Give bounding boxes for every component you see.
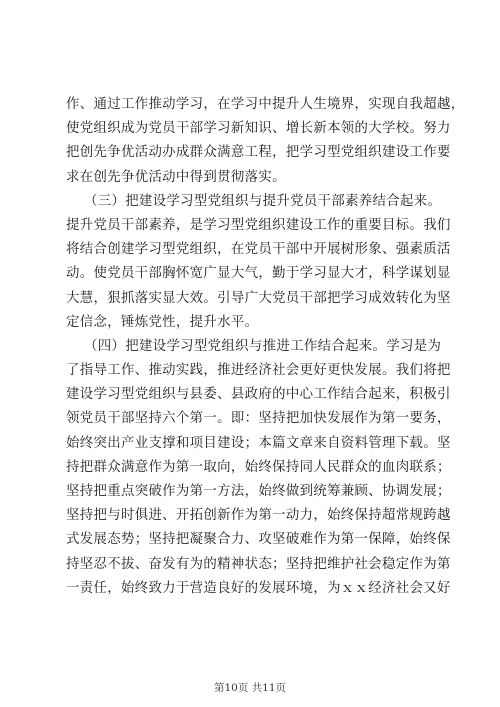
text-line: 建设学习型党组织与县委、县政府的中心工作结合起来，积极引 bbox=[66, 387, 451, 403]
text-line: 了指导工作、推动实践，推进经济社会更好更快发展。我们将把 bbox=[66, 363, 451, 379]
text-line: 使党组织成为党员干部学习新知识、增长新本领的大学校。努力 bbox=[66, 121, 451, 137]
text-line: 领党员干部坚持六个第一。即：坚持把加快发展作为第一要务， bbox=[66, 411, 451, 427]
text-line: 持坚忍不拔、奋发有为的精神状态；坚持把维护社会稳定作为第 bbox=[66, 556, 451, 572]
body-text bbox=[66, 93, 465, 601]
text-line: 始终突出产业支撑和项目建设；本篇文章来自资料管理下载。坚 bbox=[66, 435, 451, 451]
text-line: 坚持把重点突破作为第一方法，始终做到统筹兼顾、协调发展； bbox=[66, 484, 451, 499]
text-line: 作、通过工作推动学习，在学习中提升人生境界，实现自我超越， bbox=[66, 97, 465, 112]
text-line: 求在创先争优活动中得到贯彻落实。 bbox=[66, 169, 286, 185]
text-line: 持把群众满意作为第一取向，始终保持同人民群众的血肉联系； bbox=[66, 459, 451, 475]
text-line: 一责任，始终致力于营造良好的发展环境，为ｘｘ经济社会又好 bbox=[66, 580, 451, 596]
section-heading-3: （三）把建设学习型党组织与提升党员干部素养结合起来。 bbox=[84, 193, 442, 209]
text-line: 大慧，狠抓落实显大效。引导广大党员干部把学习成效转化为坚 bbox=[66, 290, 451, 306]
text-line: 坚持把与时俱进、开拓创新作为第一动力，始终保持超常规跨越 bbox=[66, 508, 451, 524]
text-line: 式发展态势；坚持把凝聚合力、攻坚破难作为第一保障，始终保 bbox=[66, 532, 451, 548]
text-line: 定信念，锤炼党性，提升水平。 bbox=[66, 314, 259, 330]
text-line: 动。使党员干部胸怀宽广显大气，勤于学习显大才，科学谋划显 bbox=[66, 266, 451, 282]
page-footer: 第10页 共11页 bbox=[213, 682, 287, 694]
section-heading-4: （四）把建设学习型党组织与推进工作结合起来。学习是为 bbox=[84, 338, 442, 354]
text-line: 把创先争优活动办成群众满意工程，把学习型党组织建设工作要 bbox=[66, 145, 451, 161]
text-line: 提升党员干部素养，是学习型党组织建设工作的重要目标。我们 bbox=[66, 217, 451, 233]
text-line: 将结合创建学习型党组织，在党员干部中开展树形象、强素质活 bbox=[66, 242, 451, 258]
